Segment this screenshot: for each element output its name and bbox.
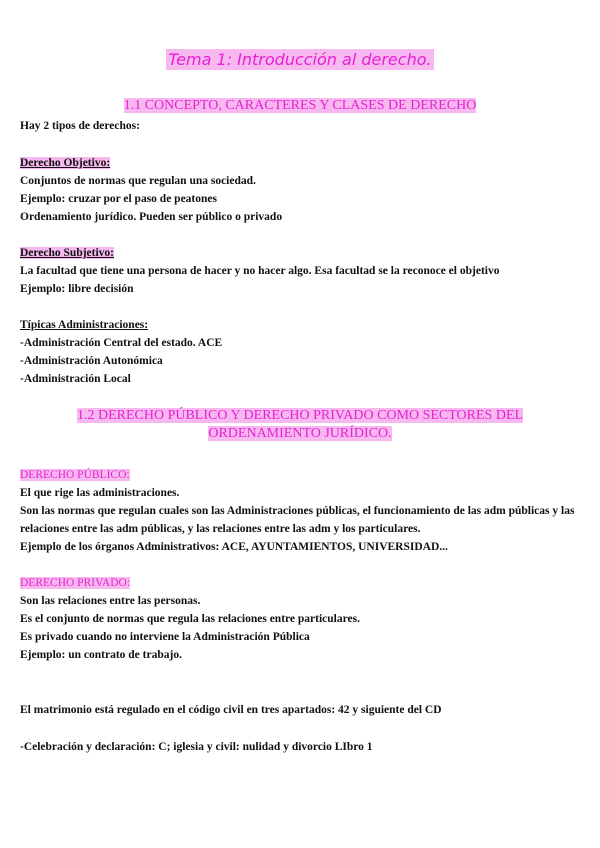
derecho-objetivo-line: Conjuntos de normas que regulan una sociedad. xyxy=(20,175,256,187)
section-2-heading-container xyxy=(20,407,580,443)
page-title-container xyxy=(0,50,600,70)
derecho-publico-line: El que rige las administraciones. xyxy=(20,487,180,499)
section-1-heading: 1.1 CONCEPTO, CARACTERES Y CLASES DE DERECHO xyxy=(123,98,477,113)
derecho-subjetivo-line: La facultad que tiene una persona de hacer y no hacer algo. Esa facultad se la reconoce el objetivo xyxy=(20,265,500,277)
derecho-privado-line: Es privado cuando no interviene la Administración Pública xyxy=(20,631,310,643)
section-1-intro: Hay 2 tipos de derechos: xyxy=(20,120,140,132)
derecho-subjetivo-heading-container xyxy=(20,244,580,262)
matrimonio-line: El matrimonio está regulado en el código civil en tres apartados: 42 y siguiente del CD xyxy=(20,704,442,716)
derecho-publico-heading: DERECHO PÚBLICO: xyxy=(20,469,130,481)
page-title: Tema 1: Introducción al derecho. xyxy=(168,50,432,69)
administraciones-heading-text: Típicas Administraciones: xyxy=(20,319,149,331)
derecho-subjetivo-line: Ejemplo: libre decisión xyxy=(20,283,134,295)
derecho-privado-line: Es el conjunto de normas que regula las relaciones entre particulares. xyxy=(20,613,360,625)
section-2-heading: 1.2 DERECHO PÚBLICO Y DERECHO PRIVADO COMO SECTORES DEL ORDENAMIENTO JURÍDICO. xyxy=(76,408,524,441)
administraciones-item: -Administración Central del estado. ACE xyxy=(20,337,223,349)
derecho-objetivo-heading-container xyxy=(20,154,580,172)
derecho-objetivo-heading: Derecho Objetivo: xyxy=(20,157,111,169)
administraciones-item: -Administración Local xyxy=(20,373,131,385)
derecho-publico-line: Ejemplo de los órganos Administrativos: ACE, AYUNTAMIENTOS, UNIVERSIDAD... xyxy=(20,541,448,553)
derecho-privado-heading: DERECHO PRIVADO: xyxy=(20,577,131,589)
administraciones-item: -Administración Autonómica xyxy=(20,355,163,367)
derecho-privado-line: Son las relaciones entre las personas. xyxy=(20,595,201,607)
administraciones-heading xyxy=(20,316,580,334)
derecho-objetivo-line: Ordenamiento jurídico. Pueden ser público o privado xyxy=(20,211,283,223)
celebracion-line: -Celebración y declaración: C; iglesia y civil: nulidad y divorcio LIbro 1 xyxy=(20,741,373,753)
derecho-publico-heading-container xyxy=(20,466,580,484)
derecho-privado-heading-container xyxy=(20,574,580,592)
derecho-subjetivo-heading: Derecho Subjetivo: xyxy=(20,247,115,259)
derecho-publico-paragraph: Son las normas que regulan cuales son las Administraciones públicas, el funcionamiento de las adm públicas y las relaciones entre las adm públicas, y las relaciones entre las adm y los particulares. xyxy=(20,505,575,535)
section-1-heading-container xyxy=(20,97,580,115)
derecho-objetivo-line: Ejemplo: cruzar por el paso de peatones xyxy=(20,193,217,205)
derecho-privado-line: Ejemplo: un contrato de trabajo. xyxy=(20,649,182,661)
